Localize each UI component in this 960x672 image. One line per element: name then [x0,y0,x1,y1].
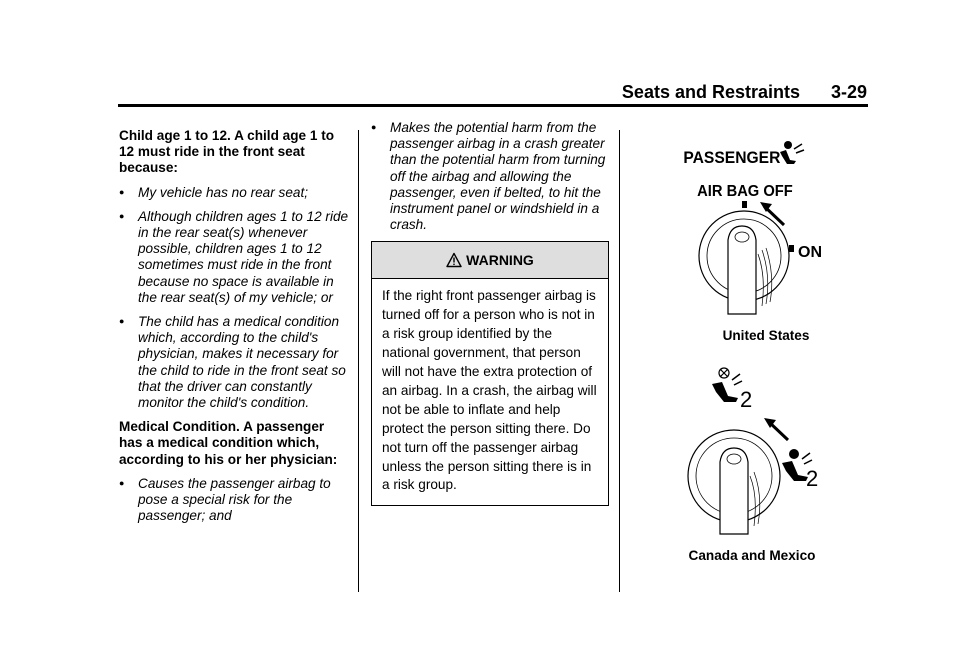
warning-header [372,242,608,279]
medical-condition-paragraph: Medical Condition. A passenger has a medical condition which, according to his or her physician: [119,419,338,467]
off-position-marker [742,201,747,208]
turn-arrow-icon [764,418,788,440]
list-item: ● The child has a medical condition which, according to the child's physician, makes it necessary for the child to ride in the front seat so that the driver can constantly monitor the child's condition. [119,314,346,411]
passenger-airbag-off-icon [712,368,752,412]
key-switch-icon [699,211,789,314]
medical-bullets [119,476,349,525]
list-item: ● My vehicle has no rear seat; [119,184,309,200]
on-label: ON [798,244,822,261]
passenger-seated-icon [780,141,804,164]
page-header [0,82,960,104]
list-item: ● Makes the potential harm from the passenger airbag in a crash greater than the potential harm from turning off the airbag and allowing the passenger, even if belted, to hit the instrument panel or windshield in a crash. [371,120,606,233]
warning-triangle-icon [446,252,462,268]
us-airbag-switch-figure [676,136,836,316]
column-divider-right [619,130,620,592]
page-number: 3-29 [830,82,867,102]
bullet-icon: ● [119,477,125,488]
list-item: ● Causes the passenger airbag to pose a special risk for the passenger; and [119,475,331,524]
on-position-marker [789,245,794,252]
harm-bullets [371,120,609,233]
canada-mexico-caption: Canada and Mexico [688,548,816,563]
bullet-icon: ● [371,122,377,132]
text-column-1 [119,128,349,532]
seat-position-digit: 2 [740,387,753,412]
warning-title: WARNING [466,252,534,269]
text-column-2 [371,120,609,506]
us-caption: United States [722,328,810,343]
passenger-airbag-on-icon [782,449,818,491]
canada-mexico-airbag-switch-figure [676,366,836,536]
warning-box [371,241,609,506]
column-divider-left [358,130,359,592]
list-item: ● Although children ages 1 to 12 ride in the rear seat(s) whenever possible, children ages 1 to 12 sometimes must ride in the front because no space is available in the rear seat(s) of my vehicle; or [119,208,349,305]
bullet-icon: ● [119,186,125,197]
bullet-icon: ● [119,316,125,327]
bullet-icon: ● [119,210,125,221]
key-switch-icon [688,430,780,534]
child-age-paragraph: Child age 1 to 12. A child age 1 to 12 must ride in the front seat because: [119,128,335,176]
seat-position-digit: 2 [806,466,819,491]
header-rule [118,104,868,107]
airbag-off-label: AIR BAG OFF [697,182,793,201]
passenger-label: PASSENGER [683,148,781,168]
section-title: Seats and Restraints [621,82,800,102]
child-age-bullets [119,185,349,412]
warning-body: If the right front passenger airbag is turned off for a person who is not in a risk group identified by the national government, that person will not have the extra protection of an airbag. In a crash, the airbag will not be able to inflate and help protect the person sitting there. Do not turn off the passenger airbag unless the person sitting there is in a risk group. [382,288,597,493]
